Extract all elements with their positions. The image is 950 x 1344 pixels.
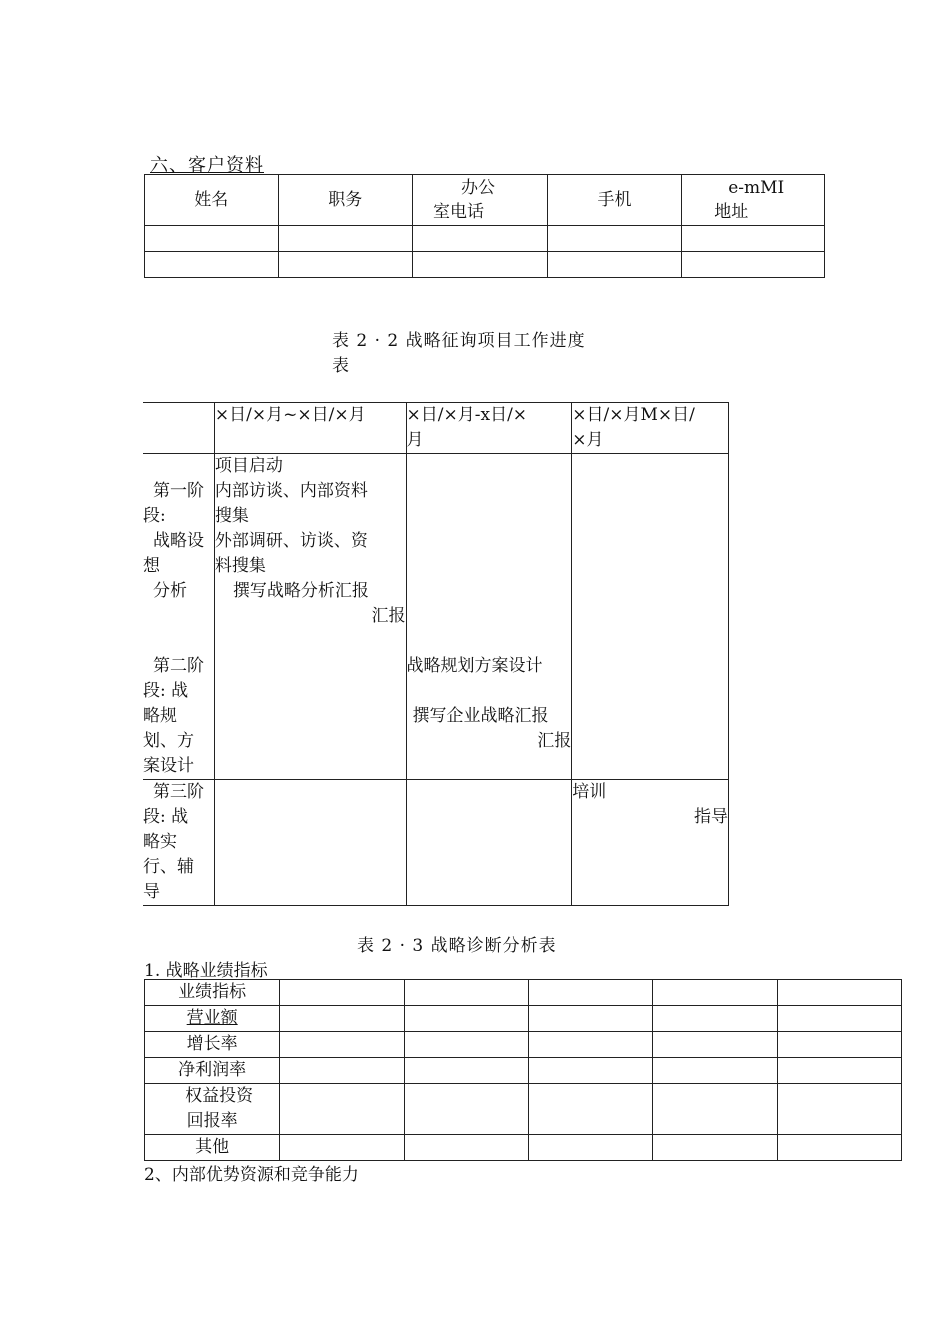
progress-table-caption: 表 2 · 2 战略征询项目工作进度 表 [332,331,586,376]
row-label: 其他 [145,1135,280,1161]
diagnosis-subtitle: 1. 战略业绩指标 [144,961,268,981]
row-label: 净利润率 [145,1058,280,1084]
progress-col-header-3: ×日/×月M×日/ ×月 [572,403,729,454]
table-row [145,1058,902,1084]
row-label: 营业额 [145,1006,280,1032]
diagnosis-table [144,979,902,1161]
phase-empty-cell [572,454,729,780]
phase-labels-1-2: 第一阶 段: 战略设 想 分析 第二阶 段: 战 略规 划、方 案设计 [143,454,214,780]
phase-empty-cell [214,780,406,906]
row-label: 权益投资 回报率 [145,1084,280,1135]
table-row [145,1006,902,1032]
header-mobile: 手机 [547,175,682,226]
header-email-address: e-mMI 地址 [682,175,825,226]
table-row [145,252,825,278]
customer-section-title: 六、客户资料 [150,155,264,176]
table-row [145,1084,902,1135]
phase-empty-cell [406,780,572,906]
table-row [145,980,902,1006]
progress-col-header-1: ×日/×月~×日/×月 [214,403,406,454]
row-label: 业绩指标 [145,980,280,1006]
table-row [145,226,825,252]
header-office-phone: 办公 室电话 [413,175,548,226]
header-position: 职务 [278,175,413,226]
phase1-activities: 项目启动 内部访谈、内部资料 搜集 外部调研、访谈、资 料搜集 撰写战略分析汇报 汇报 [214,454,406,780]
progress-table [143,402,729,906]
table-row [145,1135,902,1161]
customer-table [144,174,825,278]
row-label: 增长率 [145,1032,280,1058]
phase3-activities: 培训 指导 [572,780,729,906]
phase3-label: 第三阶 段: 战 略实 行、辅 导 [143,780,214,906]
table-row [145,1032,902,1058]
header-name: 姓名 [145,175,279,226]
diagnosis-table-caption: 表 2 · 3 战略诊断分析表 [357,936,557,956]
section-heading-internal-advantages: 2、内部优势资源和竞争能力 [144,1165,359,1185]
phase2-activities: 战略规划方案设计 撰写企业战略汇报 汇报 [406,454,572,780]
progress-corner-cell [143,403,214,454]
progress-col-header-2: ×日/×月-x日/× 月 [406,403,572,454]
